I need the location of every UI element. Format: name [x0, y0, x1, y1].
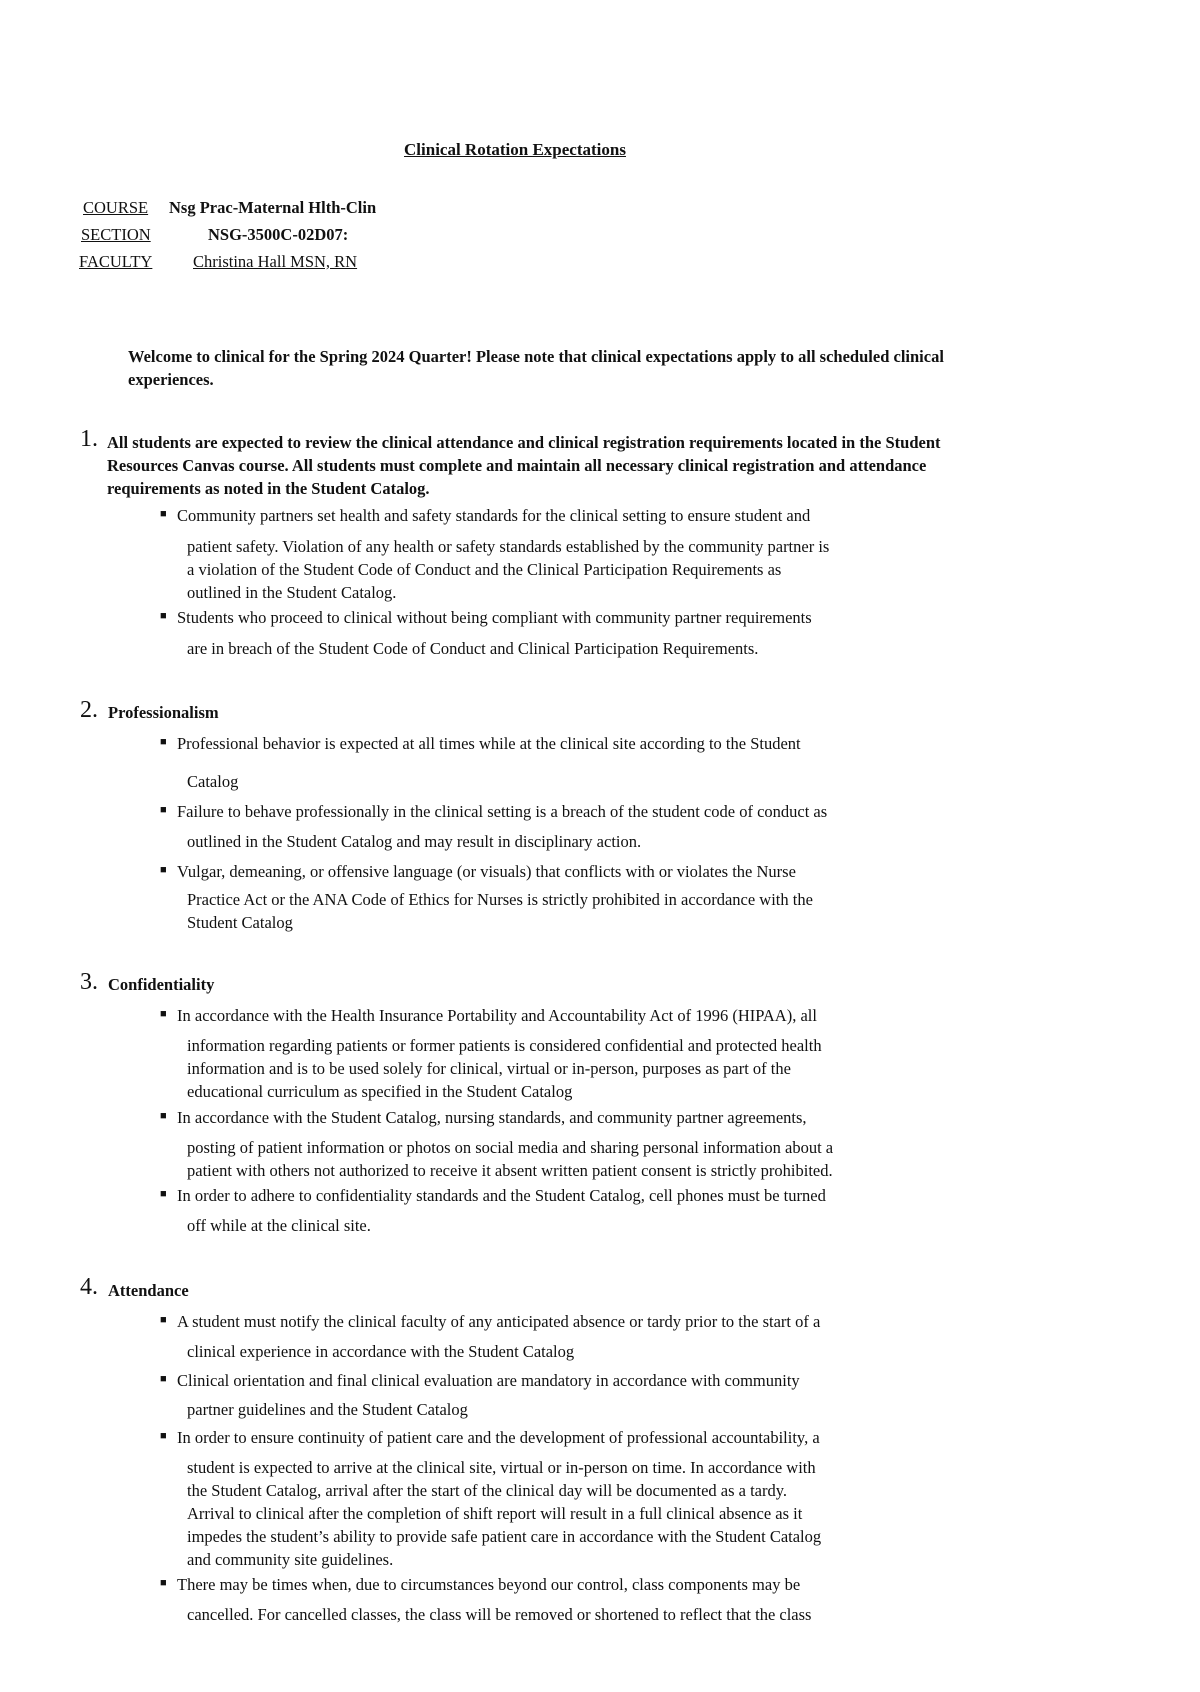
bullet-line: clinical experience in accordance with the Student Catalog	[187, 1342, 575, 1361]
bullet-marker: ■	[160, 1110, 167, 1122]
bullet-line: In order to adhere to confidentiality standards and the Student Catalog, cell phones must be turned	[177, 1186, 826, 1205]
bullet-line: a violation of the Student Code of Conduct and the Clinical Participation Requirements as	[187, 560, 782, 579]
course-label: COURSE	[83, 198, 149, 217]
bullet-line: information regarding patients or former patients is considered confidential and protected health	[187, 1036, 822, 1055]
bullet-line: partner guidelines and the Student Catalog	[187, 1400, 468, 1419]
bullet-marker: ■	[160, 1373, 167, 1385]
bullet-line: impedes the student’s ability to provide safe patient care in accordance with the Student Catalog	[187, 1527, 822, 1546]
welcome-paragraph: Welcome to clinical for the Spring 2024 Quarter! Please note that clinical expectations apply to all scheduled clinical experiences.	[128, 347, 944, 389]
bullet-line: educational curriculum as specified in the Student Catalog	[187, 1082, 573, 1101]
bullet-line: cancelled. For cancelled classes, the class will be removed or shortened to reflect that the class	[187, 1605, 812, 1624]
bullet-line: Practice Act or the ANA Code of Ethics for Nurses is strictly prohibited in accordance with the	[187, 890, 813, 909]
page-title: Clinical Rotation Expectations	[404, 140, 626, 159]
bullet-line: outlined in the Student Catalog and may result in disciplinary action.	[187, 832, 642, 851]
bullet-marker: ■	[160, 736, 167, 748]
bullet-line: Failure to behave professionally in the clinical setting is a breach of the student code of conduct as	[177, 802, 828, 821]
bullet-line: Students who proceed to clinical without being compliant with community partner requirements	[177, 608, 812, 627]
bullet-line: information and is to be used solely for clinical, virtual or in-person, purposes as part of the	[187, 1059, 791, 1078]
course-value: Nsg Prac-Maternal Hlth-Clin	[169, 198, 377, 217]
bullet-line: In accordance with the Health Insurance Portability and Accountability Act of 1996 (HIPAA), all	[177, 1006, 817, 1025]
bullet-marker: ■	[160, 1314, 167, 1326]
bullet-line: the Student Catalog, arrival after the start of the clinical day will be documented as a tardy.	[187, 1481, 788, 1500]
bullet-line: off while at the clinical site.	[187, 1216, 371, 1235]
bullet-marker: ■	[160, 864, 167, 876]
bullet-marker: ■	[160, 1188, 167, 1200]
bullet-line: patient with others not authorized to receive it absent written patient consent is strictly prohibited.	[187, 1161, 833, 1180]
bullet-line: Arrival to clinical after the completion of shift report will result in a full clinical absence as it	[187, 1504, 803, 1523]
bullet-marker: ■	[160, 610, 167, 622]
section-heading: Professionalism	[108, 703, 219, 722]
bullet-line: outlined in the Student Catalog.	[187, 583, 397, 602]
bullet-line: A student must notify the clinical faculty of any anticipated absence or tardy prior to the start of a	[177, 1312, 821, 1331]
bullet-line: patient safety. Violation of any health or safety standards established by the community partner is	[187, 537, 830, 556]
bullet-marker: ■	[160, 1430, 167, 1442]
bullet-line: are in breach of the Student Code of Conduct and Clinical Participation Requirements.	[187, 639, 759, 658]
faculty-label: FACULTY	[79, 252, 153, 271]
bullet-marker: ■	[160, 508, 167, 520]
bullet-marker: ■	[160, 804, 167, 816]
bullet-line: In order to ensure continuity of patient care and the development of professional accountability, a	[177, 1428, 820, 1447]
bullet-line: There may be times when, due to circumstances beyond our control, class components may be	[177, 1575, 801, 1594]
bullet-line: Catalog	[187, 772, 239, 791]
section-number: 4.	[80, 1274, 98, 1300]
section-number: 3.	[80, 969, 98, 995]
bullet-line: Vulgar, demeaning, or offensive language (or visuals) that conflicts with or violates the Nurse	[177, 862, 796, 881]
section-value: NSG-3500C-02D07:	[208, 225, 349, 244]
bullet-line: Clinical orientation and final clinical evaluation are mandatory in accordance with community	[177, 1371, 800, 1390]
section-intro: All students are expected to review the clinical attendance and clinical registration requirements located in the Student Resources Canvas course. All students must complete and maintain all necessary clinical registration and attendance requirements as noted in the Student Catalog.	[107, 433, 941, 498]
bullet-line: In accordance with the Student Catalog, nursing standards, and community partner agreements,	[177, 1108, 807, 1127]
section-number: 2.	[80, 697, 98, 723]
bullet-line: Student Catalog	[187, 913, 293, 932]
section-heading: Attendance	[108, 1281, 189, 1300]
section-label: SECTION	[81, 225, 151, 244]
bullet-marker: ■	[160, 1577, 167, 1589]
faculty-value: Christina Hall MSN, RN	[193, 252, 358, 271]
bullet-line: posting of patient information or photos on social media and sharing personal information about a	[187, 1138, 834, 1157]
bullet-line: and community site guidelines.	[187, 1550, 394, 1569]
section-heading: Confidentiality	[108, 975, 215, 994]
bullet-marker: ■	[160, 1008, 167, 1020]
bullet-line: Professional behavior is expected at all times while at the clinical site according to the Student	[177, 734, 801, 753]
bullet-line: student is expected to arrive at the clinical site, virtual or in-person on time. In accordance with	[187, 1458, 816, 1477]
bullet-line: Community partners set health and safety standards for the clinical setting to ensure student and	[177, 506, 811, 525]
section-number: 1.	[80, 426, 98, 452]
